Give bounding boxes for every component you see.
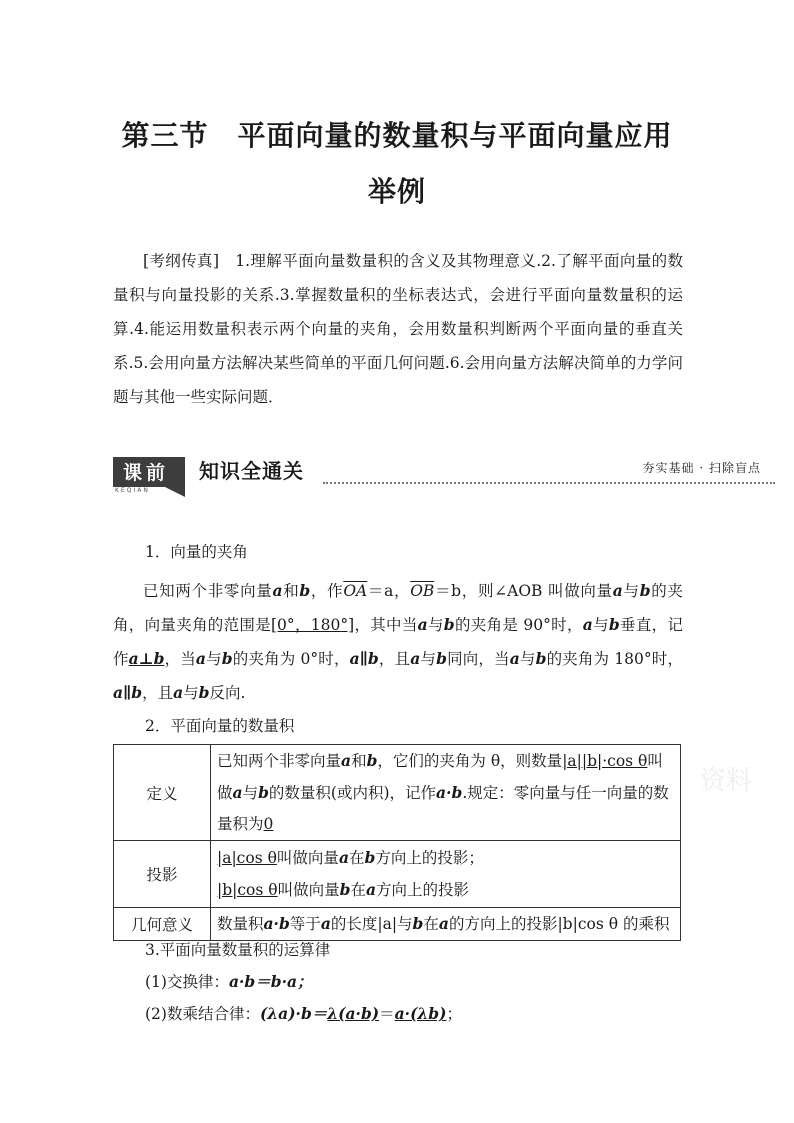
syllabus-paragraph — [113, 244, 683, 414]
table-cell-projection: |a|cos θ叫做向量a在b方向上的投影； |b|cos θ叫做向量b在a方向上的投影 — [211, 841, 681, 908]
banner-tag-pinyin: KEQIAN — [115, 487, 150, 494]
banner-tag-arrow — [165, 487, 185, 497]
dot-product-table — [113, 744, 681, 941]
table-cell-geometry: 数量积a·b等于a的长度|a|与b在a的方向上的投影|b|cos θ 的乘积 — [211, 908, 681, 941]
law-scalar-assoc: (2)数乘结合律：(λa)·b＝λ(a·b)＝a·(λb)； — [145, 1004, 462, 1023]
banner-tag — [113, 457, 185, 487]
table-row — [114, 908, 681, 941]
banner-tag-text: 课前 — [123, 462, 170, 484]
banner-slogan: 夯实基础 · 扫除盲点 — [642, 461, 761, 475]
law-commutative: (1)交换律：a·b＝b·a； — [145, 972, 313, 991]
section1-paragraph: 已知两个非零向量a和b，作$\overline{OA}=a$，$\overline{OB}=b$，则∠AOB 叫做向量a与b的夹角，向量夹角的范围是[0°，180°]，其中当a与b的夹角是 90°时，a与b垂直，记作a⊥b，当a与b的夹角为 0°时，a∥b，且a与b同向，当a与b的夹角为 180°时，a∥b，且a与b反向. — [113, 581, 683, 702]
banner-title: 知识全通关 — [199, 459, 304, 483]
perp-notation: a⊥b — [128, 649, 165, 668]
vector-ob: $\overline{OB}$ — [410, 582, 435, 600]
vector-oa: $\overline{OA}$ — [343, 582, 368, 600]
table-head-definition: 定义 — [114, 745, 211, 841]
table-cell-definition: 已知两个非零向量a和b，它们的夹角为 θ，则数量|a||b|·cos θ叫做a与b的数量积(或内积)，记作a·b.规定：零向量与任一向量的数量积为0 — [211, 745, 681, 841]
syllabus-label: [考纲传真] — [143, 252, 219, 270]
page-title-line2: 举例 — [367, 175, 426, 208]
page-title-line1: 第三节 平面向量的数量积与平面向量应用 — [121, 119, 673, 152]
section-banner — [113, 453, 775, 497]
watermark: 资料 — [700, 766, 753, 796]
table-row — [114, 745, 681, 841]
section2-heading: 2．平面向量的数量积 — [145, 717, 295, 735]
table-head-geometry: 几何意义 — [114, 908, 211, 941]
banner-dotted-line — [323, 482, 775, 484]
syllabus-text: 1.理解平面向量数量积的含义及其物理意义.2.了解平面向量的数量积与向量投影的关系.3.掌握数量积的坐标表达式，会进行平面向量数量积的运算.4.能运用数量积表示两个向量的夹角，会用数量积判断两个平面向量的垂直关系.5.会用向量方法解决某些简单的平面几何问题.6.会用向量方法解决简单的力学问题与其他一些实际问题． — [113, 252, 683, 406]
angle-range: [0°，180°] — [271, 616, 355, 634]
table-head-projection: 投影 — [114, 841, 211, 908]
section3-heading: 3.平面向量数量积的运算律 — [145, 941, 331, 959]
table-row — [114, 841, 681, 908]
section1-heading: 1．向量的夹角 — [145, 543, 248, 561]
